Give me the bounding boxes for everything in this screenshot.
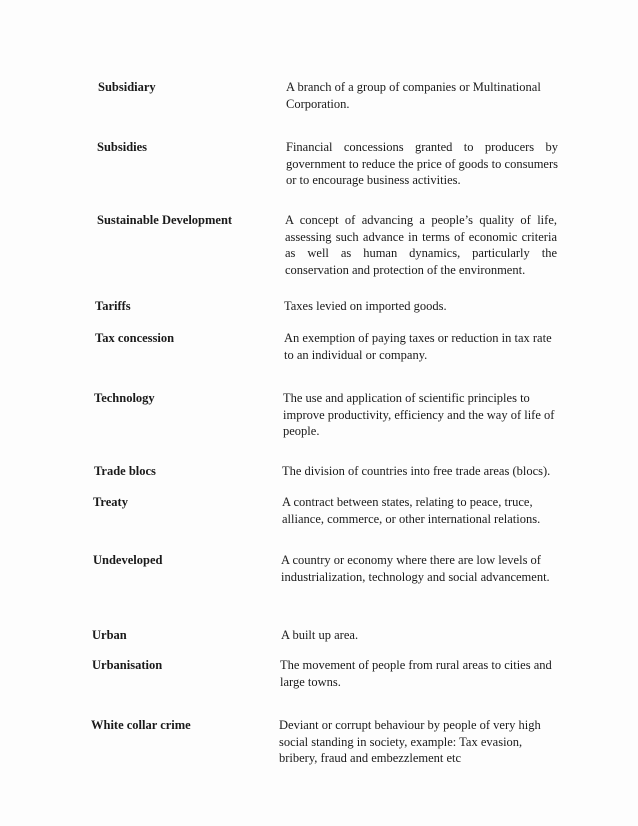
glossary-definition: Taxes levied on imported goods. [284, 299, 447, 313]
glossary-definition: A branch of a group of companies or Multinational Corporation. [286, 80, 541, 111]
glossary-term: Urban [92, 628, 127, 642]
glossary-term: Subsidiary [98, 80, 156, 94]
glossary-term: Undeveloped [93, 553, 163, 567]
glossary-definition: An exemption of paying taxes or reduction in tax rate to an individual or company. [284, 331, 552, 362]
glossary-definition: The use and application of scientific principles to improve productivity, efficiency and the way of life of people. [283, 391, 555, 438]
glossary-definition: The movement of people from rural areas to cities and large towns. [280, 658, 552, 689]
glossary-term: Subsidies [97, 140, 148, 154]
glossary-definition: A contract between states, relating to peace, truce, alliance, commerce, or other international relations. [282, 495, 541, 526]
glossary-definition: The division of countries into free trade areas (blocs). [282, 464, 551, 478]
glossary-term: Tariffs [95, 299, 131, 313]
glossary-term: Technology [94, 391, 155, 405]
glossary-definition: A country or economy where there are low levels of industrialization, technology and social advancement. [281, 553, 550, 584]
glossary-term: White collar crime [91, 718, 191, 732]
glossary-definition: Financial concessions granted to producers by government to reduce the price of goods to consumers or to encourage business activities. [286, 140, 558, 187]
glossary-term: Treaty [93, 495, 128, 509]
glossary-term: Tax concession [95, 331, 175, 345]
glossary-term: Sustainable Development [97, 213, 233, 227]
glossary-definition: A concept of advancing a people’s quality of life, assessing such advance in terms of economic criteria as well as human dynamics, particularly the conservation and protection of the environment. [285, 213, 557, 277]
glossary-term: Trade blocs [94, 464, 156, 478]
glossary-term: Urbanisation [92, 658, 163, 672]
glossary-definition: Deviant or corrupt behaviour by people of very high social standing in society, example: Tax evasion, bribery, fraud and embezzlement etc [279, 718, 541, 765]
glossary-definition: A built up area. [281, 628, 359, 642]
